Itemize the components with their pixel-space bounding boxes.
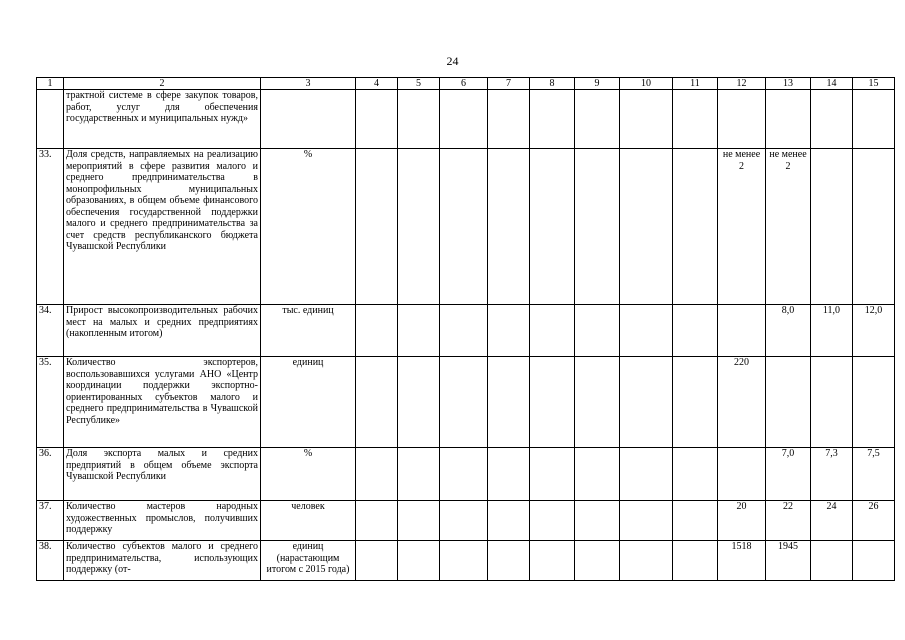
value-cell (488, 448, 530, 501)
value-cell (575, 448, 620, 501)
value-cell (853, 149, 895, 305)
value-cell: 8,0 (766, 305, 811, 357)
value-cell (575, 90, 620, 149)
value-cell (530, 541, 575, 581)
value-cell (356, 149, 398, 305)
column-header: 4 (356, 78, 398, 90)
value-cell (718, 448, 766, 501)
value-cell: 26 (853, 501, 895, 541)
indicator-name: трактной системе в сфере закупок товаров, работ, услуг для обеспечения государственных и муниципальных нужд» (64, 90, 261, 149)
unit-of-measure: тыс. единиц (261, 305, 356, 357)
row-number: 38. (37, 541, 64, 581)
value-cell (440, 305, 488, 357)
value-cell (530, 501, 575, 541)
value-cell (356, 448, 398, 501)
value-cell (673, 90, 718, 149)
row-number: 36. (37, 448, 64, 501)
value-cell (356, 357, 398, 448)
value-cell: 20 (718, 501, 766, 541)
value-cell (766, 357, 811, 448)
column-header: 6 (440, 78, 488, 90)
value-cell (440, 149, 488, 305)
value-cell (356, 501, 398, 541)
value-cell (673, 541, 718, 581)
value-cell: 1945 (766, 541, 811, 581)
row-number: 37. (37, 501, 64, 541)
value-cell (620, 357, 673, 448)
value-cell: 7,0 (766, 448, 811, 501)
value-cell (575, 357, 620, 448)
value-cell (398, 448, 440, 501)
value-cell (398, 357, 440, 448)
value-cell (488, 357, 530, 448)
table-row (37, 90, 895, 149)
unit-of-measure: человек (261, 501, 356, 541)
value-cell: не менее 2 (766, 149, 811, 305)
table-row (37, 149, 895, 305)
indicator-name: Количество экспортеров, воспользовавшихся услугами АНО «Центр координации поддержки экспортно-ориентированных субъектов малого и среднего предпринимательства в Чувашской Республике» (64, 357, 261, 448)
value-cell (530, 357, 575, 448)
column-header: 14 (811, 78, 853, 90)
value-cell: 7,5 (853, 448, 895, 501)
value-cell: 12,0 (853, 305, 895, 357)
value-cell (398, 501, 440, 541)
value-cell (398, 541, 440, 581)
column-header: 10 (620, 78, 673, 90)
indicator-name: Доля средств, направляемых на реализацию мероприятий в сфере развития малого и среднего предпринимательства в монопрофильных муниципальных образованиях, в общем объеме финансового обеспечения государственной поддержки малого и среднего предпринимательства за счет средств республиканского бюджета Чувашской Республики (64, 149, 261, 305)
value-cell: 24 (811, 501, 853, 541)
row-number: 33. (37, 149, 64, 305)
unit-of-measure: % (261, 149, 356, 305)
value-cell (853, 90, 895, 149)
value-cell (811, 149, 853, 305)
column-header: 13 (766, 78, 811, 90)
column-header: 5 (398, 78, 440, 90)
value-cell (488, 149, 530, 305)
value-cell (620, 305, 673, 357)
value-cell (575, 149, 620, 305)
value-cell (673, 305, 718, 357)
value-cell (673, 357, 718, 448)
indicator-name: Количество мастеров народных художественных промыслов, получивших поддержку (64, 501, 261, 541)
value-cell (530, 90, 575, 149)
value-cell (620, 90, 673, 149)
value-cell (673, 149, 718, 305)
value-cell (440, 501, 488, 541)
value-cell (356, 541, 398, 581)
page-number: 24 (446, 54, 459, 68)
header-row (37, 78, 895, 90)
value-cell (673, 448, 718, 501)
unit-of-measure: единиц (261, 357, 356, 448)
value-cell (575, 305, 620, 357)
unit-of-measure: % (261, 448, 356, 501)
value-cell: 7,3 (811, 448, 853, 501)
value-cell (620, 541, 673, 581)
column-header: 15 (853, 78, 895, 90)
value-cell (530, 149, 575, 305)
value-cell: 22 (766, 501, 811, 541)
value-cell (488, 305, 530, 357)
table-row (37, 357, 895, 448)
value-cell (488, 541, 530, 581)
column-header: 1 (37, 78, 64, 90)
indicator-name: Доля экспорта малых и средних предприятий в общем объеме экспорта Чувашской Республики (64, 448, 261, 501)
indicator-name: Прирост высокопроизводительных рабочих мест на малых и средних предприятиях (накопленным итогом) (64, 305, 261, 357)
value-cell (398, 149, 440, 305)
value-cell (811, 541, 853, 581)
value-cell (530, 305, 575, 357)
indicators-table (36, 77, 895, 581)
value-cell (811, 90, 853, 149)
unit-of-measure (261, 90, 356, 149)
column-header: 8 (530, 78, 575, 90)
value-cell (811, 357, 853, 448)
value-cell (853, 357, 895, 448)
value-cell (440, 357, 488, 448)
value-cell (398, 90, 440, 149)
value-cell (766, 90, 811, 149)
table-row (37, 501, 895, 541)
value-cell: 220 (718, 357, 766, 448)
value-cell (398, 305, 440, 357)
value-cell (673, 501, 718, 541)
table-row (37, 448, 895, 501)
row-number: 34. (37, 305, 64, 357)
column-header: 9 (575, 78, 620, 90)
value-cell: 11,0 (811, 305, 853, 357)
column-header: 7 (488, 78, 530, 90)
indicator-name: Количество субъектов малого и среднего предпринимательства, использующих поддержку (от- (64, 541, 261, 581)
value-cell (356, 305, 398, 357)
value-cell (575, 501, 620, 541)
column-header: 2 (64, 78, 261, 90)
value-cell (440, 448, 488, 501)
value-cell (440, 541, 488, 581)
value-cell (356, 90, 398, 149)
value-cell (718, 305, 766, 357)
column-header: 12 (718, 78, 766, 90)
value-cell (853, 541, 895, 581)
value-cell (718, 90, 766, 149)
value-cell (530, 448, 575, 501)
column-header: 3 (261, 78, 356, 90)
table-row (37, 541, 895, 581)
value-cell (575, 541, 620, 581)
unit-of-measure: единиц (нарастающим итогом с 2015 года) (261, 541, 356, 581)
value-cell (620, 448, 673, 501)
value-cell (620, 501, 673, 541)
column-header: 11 (673, 78, 718, 90)
value-cell: не менее 2 (718, 149, 766, 305)
value-cell (488, 90, 530, 149)
value-cell: 1518 (718, 541, 766, 581)
table-row (37, 305, 895, 357)
value-cell (440, 90, 488, 149)
value-cell (620, 149, 673, 305)
row-number (37, 90, 64, 149)
value-cell (488, 501, 530, 541)
row-number: 35. (37, 357, 64, 448)
